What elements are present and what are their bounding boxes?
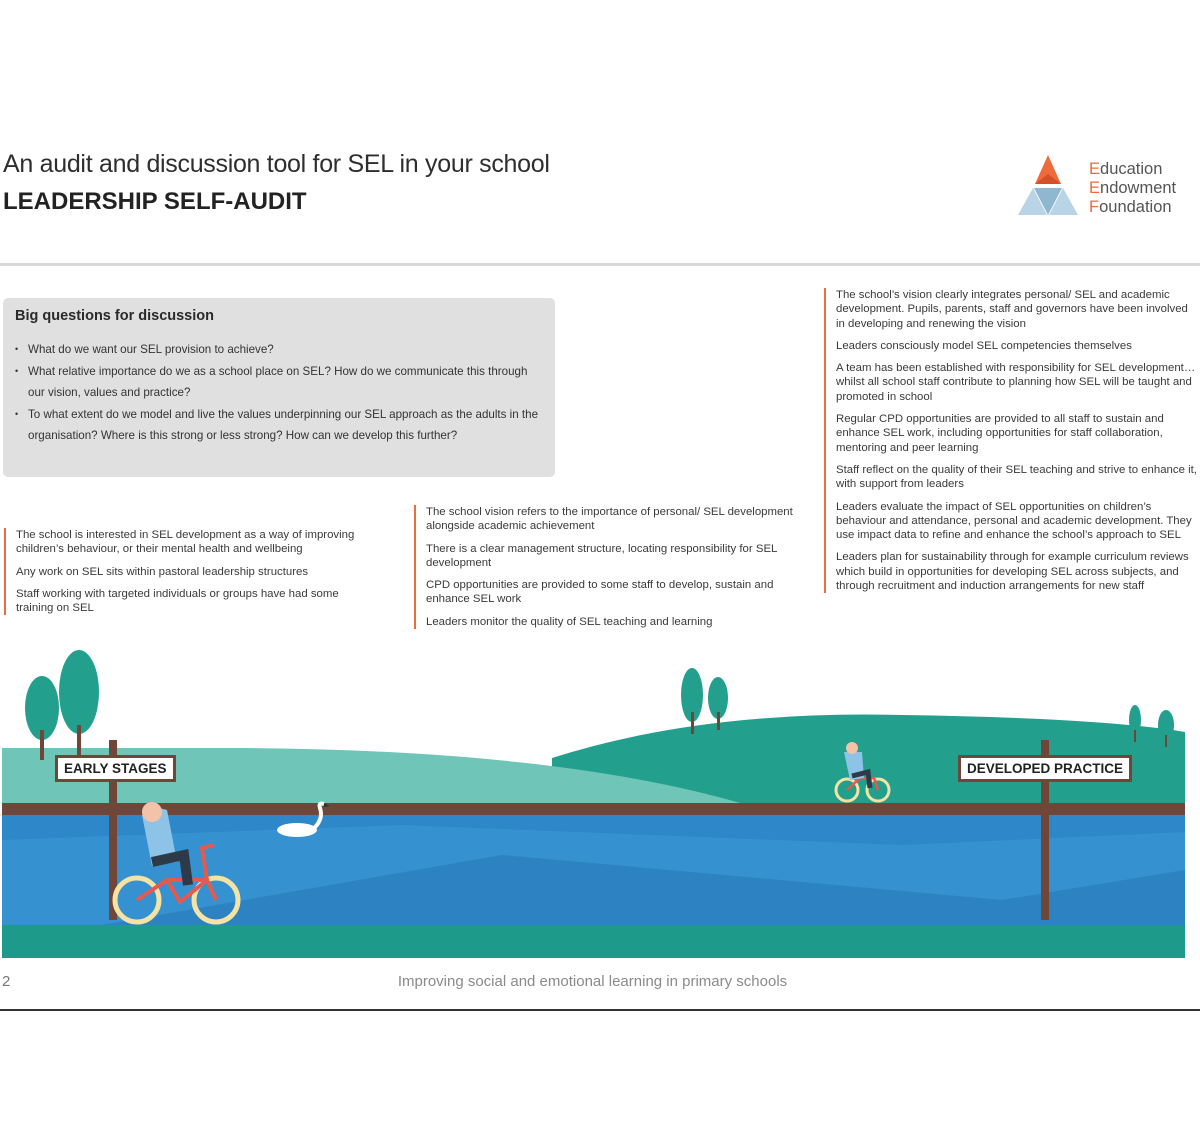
logo-line-3: Foundation <box>1089 198 1172 216</box>
developed-practice-sign: DEVELOPED PRACTICE <box>958 755 1132 782</box>
early-stages-column <box>4 528 361 615</box>
developed-item: Leaders consciously model SEL competencies themselves <box>836 339 1132 352</box>
logo-line-2: Endowment <box>1089 179 1177 197</box>
middle-stage-item: There is a clear management structure, locating responsibility for SEL development <box>426 542 777 569</box>
middle-stage-item: Leaders monitor the quality of SEL teaching and learning <box>426 615 713 628</box>
landscape-illustration <box>2 640 1185 958</box>
logo-line-1: Education <box>1089 160 1163 178</box>
triangle-logo-icon <box>1018 154 1080 216</box>
developed-item: Leaders evaluate the impact of SEL opportunities on children’s behaviour and attendance, personal and academic development. They use impact data to refine and enhance the school’s approach to SEL <box>836 500 1192 542</box>
big-questions-title: Big questions for discussion <box>15 308 214 324</box>
developed-practice-column <box>824 288 1198 593</box>
page-subtitle: An audit and discussion tool for SEL in your school <box>3 150 550 178</box>
path <box>2 803 1185 815</box>
middle-stage-item: CPD opportunities are provided to some staff to develop, sustain and enhance SEL work <box>426 579 774 606</box>
developed-item: Regular CPD opportunities are provided to all staff to sustain and enhance SEL work, including opportunities for staff collaboration, mentoring and peer learning <box>836 413 1164 454</box>
footer-divider <box>0 1009 1200 1011</box>
developed-item: Leaders plan for sustainability through for example curriculum reviews which build in opportunities for developing SEL across subjects, and through recruitment and induction arrangements for new staff <box>836 551 1189 593</box>
developed-item: The school’s vision clearly integrates personal/ SEL and academic development. Pupils, parents, staff and governors have been involved in developing and renewing the vision <box>836 289 1188 330</box>
list-item: • What relative importance do we as a school place on SEL? How do we communicate this through our vision, values and practice? <box>15 361 540 404</box>
middle-stage-item: The school vision refers to the importance of personal/ SEL development alongside academic achievement <box>426 506 793 533</box>
early-stage-item: Staff working with targeted individuals or groups have had some training on SEL <box>16 587 339 615</box>
list-item: • To what extent do we model and live the values underpinning our SEL approach as the adults in the organisation? Where is this strong or less strong? How can we develop this further? <box>15 404 540 447</box>
eef-logo <box>1018 152 1188 222</box>
developed-item: Staff reflect on the quality of their SEL teaching and strive to enhance it, with support from leaders <box>836 463 1197 491</box>
big-questions-box <box>3 298 555 477</box>
page-number: 2 <box>2 973 11 990</box>
header-divider <box>0 263 1200 266</box>
big-questions-list <box>15 339 540 447</box>
early-stages-sign: EARLY STAGES <box>55 755 176 782</box>
footer-text: Improving social and emotional learning in primary schools <box>397 973 788 990</box>
swan <box>277 823 317 837</box>
tree <box>59 650 99 734</box>
early-stage-item: The school is interested in SEL development as a way of improving children’s behaviour, or their mental health and wellbeing <box>16 529 355 556</box>
page-title: LEADERSHIP SELF-AUDIT <box>3 188 307 215</box>
developed-item: A team has been established with responsibility for SEL development… whilst all school staff contribute to planning how SEL will be taught and promoted in school <box>836 362 1196 403</box>
list-item: • What do we want our SEL provision to achieve? <box>15 339 540 361</box>
early-stage-item: Any work on SEL sits within pastoral leadership structures <box>16 565 309 578</box>
middle-stage-column <box>414 505 796 629</box>
river-bank <box>2 925 1185 958</box>
